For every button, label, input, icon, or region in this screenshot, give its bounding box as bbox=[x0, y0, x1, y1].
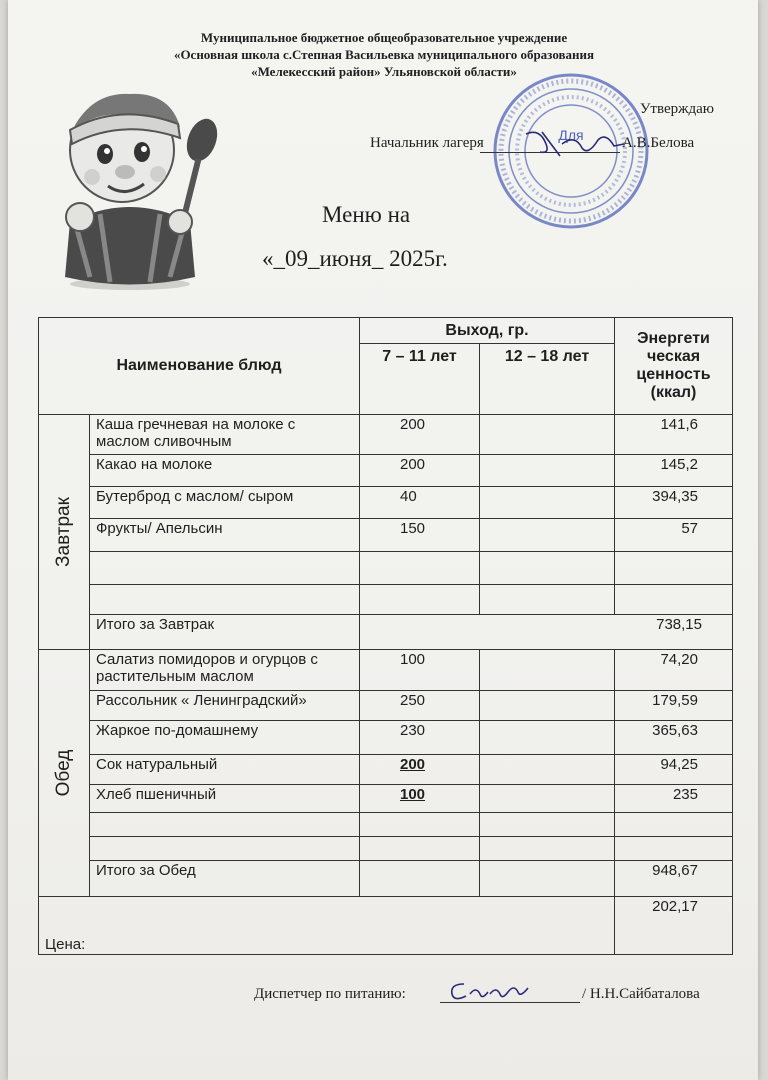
dish-cell: Рассольник « Ленинградский» bbox=[90, 691, 360, 721]
grams-12-18-cell bbox=[480, 691, 615, 721]
dish-cell: Сок натуральный bbox=[90, 755, 360, 785]
header-line-1: Муниципальное бюджетное общеобразовательное учреждение bbox=[200, 30, 568, 45]
grams-7-11-cell: 250 bbox=[360, 691, 480, 721]
kcal-cell: 235 bbox=[615, 785, 733, 813]
dish-cell: Каша гречневая на молоке с маслом сливочным bbox=[90, 415, 360, 455]
grams-12-18-cell bbox=[480, 721, 615, 755]
dish-cell: Хлеб пшеничный bbox=[90, 785, 360, 813]
table-row-empty bbox=[39, 837, 733, 861]
table-row bbox=[39, 785, 733, 813]
grams-12-18-cell bbox=[480, 487, 615, 519]
grams-12-18-cell bbox=[480, 519, 615, 552]
table-row bbox=[39, 455, 733, 487]
table-row bbox=[39, 519, 733, 552]
table-row-empty bbox=[39, 552, 733, 585]
camp-head-name: А.В.Белова bbox=[622, 135, 695, 151]
lunch-section bbox=[39, 650, 90, 897]
table-row bbox=[39, 415, 733, 455]
breakfast-total-row bbox=[39, 615, 733, 650]
kcal-cell: 365,63 bbox=[615, 721, 733, 755]
dish-cell: Жаркое по-домашнему bbox=[90, 721, 360, 755]
head-signature bbox=[520, 126, 630, 160]
grams-12-18-cell bbox=[480, 650, 615, 691]
cook-mascot-illustration bbox=[30, 72, 230, 292]
menu-table bbox=[38, 317, 733, 955]
grams-7-11-cell: 200 bbox=[360, 415, 480, 455]
table-row bbox=[39, 691, 733, 721]
lunch-total-label: Итого за Обед bbox=[90, 861, 360, 897]
breakfast-total-kcal: 738,15 bbox=[360, 615, 733, 650]
menu-date: «_09_июня_ 2025г. bbox=[262, 246, 448, 271]
dispatcher-name: / Н.Н.Сайбаталова bbox=[582, 986, 700, 1002]
dispatcher-label: Диспетчер по питанию: bbox=[254, 986, 406, 1002]
camp-head-label: Начальник лагеря bbox=[370, 135, 484, 151]
kcal-cell: 94,25 bbox=[615, 755, 733, 785]
table-row-empty bbox=[39, 585, 733, 615]
price-row bbox=[39, 897, 733, 955]
col-energy-header: Энергети ческая ценность (ккал) bbox=[615, 318, 733, 415]
col-output-header: Выход, гр. bbox=[360, 318, 615, 344]
breakfast-total-label: Итого за Завтрак bbox=[90, 615, 360, 650]
kcal-cell: 145,2 bbox=[615, 455, 733, 487]
dish-cell: Фрукты/ Апельсин bbox=[90, 519, 360, 552]
kcal-cell: 74,20 bbox=[615, 650, 733, 691]
grams-12-18-cell bbox=[480, 415, 615, 455]
table-row bbox=[39, 487, 733, 519]
table-row bbox=[39, 650, 733, 691]
dish-cell: Салатиз помидоров и огурцов с растительным маслом bbox=[90, 650, 360, 691]
grams-12-18-cell bbox=[480, 755, 615, 785]
breakfast-section bbox=[39, 415, 90, 650]
dispatcher-signature bbox=[444, 978, 534, 1004]
stamp-text: Для bbox=[558, 127, 584, 143]
dish-cell: Какао на молоке bbox=[90, 455, 360, 487]
kcal-cell: 179,59 bbox=[615, 691, 733, 721]
table-row bbox=[39, 721, 733, 755]
approved-label: Утверждаю bbox=[639, 101, 714, 117]
kcal-cell: 57 bbox=[615, 519, 733, 552]
col-age-12-18-header: 12 – 18 лет bbox=[480, 344, 615, 415]
grams-7-11-cell: 40 bbox=[360, 487, 480, 519]
lunch-total-kcal: 948,67 bbox=[615, 861, 733, 897]
col-dish-header: Наименование блюд bbox=[39, 318, 360, 415]
header-line-3: «Мелекесский район» Ульяновской области» bbox=[251, 64, 517, 79]
grams-12-18-cell bbox=[480, 455, 615, 487]
breakfast-label: Завтрак bbox=[53, 497, 74, 567]
kcal-cell: 394,35 bbox=[615, 487, 733, 519]
price-label: Цена: bbox=[39, 897, 615, 955]
grams-7-11-cell: 230 bbox=[360, 721, 480, 755]
col-age-7-11-header: 7 – 11 лет bbox=[360, 344, 480, 415]
table-header-row bbox=[39, 318, 733, 344]
grams-7-11-cell: 200 bbox=[360, 755, 480, 785]
header-line-2: «Основная школа с.Степная Васильевка муниципального образования bbox=[173, 47, 595, 62]
table-row bbox=[39, 755, 733, 785]
grams-7-11-cell: 150 bbox=[360, 519, 480, 552]
lunch-label: Обед bbox=[53, 749, 74, 797]
grams-7-11-cell: 100 bbox=[360, 650, 480, 691]
lunch-total-row bbox=[39, 861, 733, 897]
grams-7-11-cell: 200 bbox=[360, 455, 480, 487]
dish-cell: Бутерброд с маслом/ сыром bbox=[90, 487, 360, 519]
grams-7-11-cell: 100 bbox=[360, 785, 480, 813]
menu-title: Меню на bbox=[322, 202, 411, 227]
price-value: 202,17 bbox=[615, 897, 733, 955]
kcal-cell: 141,6 bbox=[615, 415, 733, 455]
grams-12-18-cell bbox=[480, 785, 615, 813]
table-row-empty bbox=[39, 813, 733, 837]
